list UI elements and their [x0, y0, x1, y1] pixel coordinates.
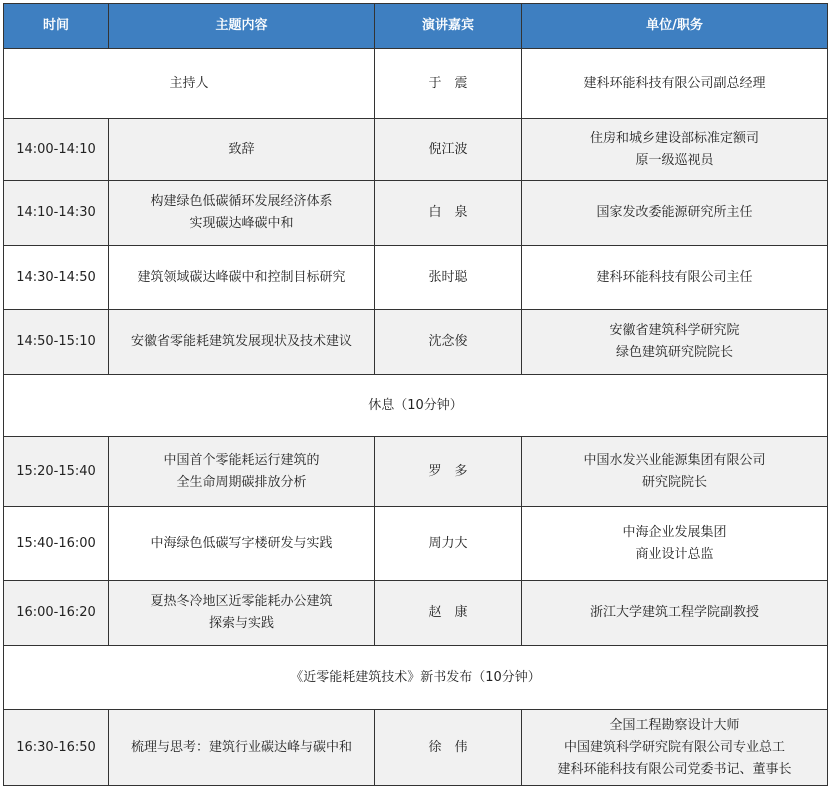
- break-label: 《近零能耗建筑技术》新书发布（10分钟）: [4, 646, 828, 710]
- speaker-cell: 周力大: [375, 507, 522, 581]
- org-line: 国家发改委能源研究所主任: [596, 205, 753, 220]
- topic-line: 致辞: [228, 141, 255, 157]
- topic-cell: [109, 507, 375, 581]
- break-row: [4, 646, 828, 710]
- time-cell: 16:30-16:50: [4, 710, 109, 786]
- topic-cell: [109, 437, 375, 507]
- org-line: 中国建筑科学研究院有限公司专业总工: [563, 739, 785, 755]
- org-cell: [522, 437, 828, 507]
- topic-line: 建筑领域碳达峰碳中和控制目标研究: [137, 269, 346, 285]
- topic-line: 全生命周期碳排放分析: [176, 474, 307, 490]
- time-cell: 16:00-16:20: [4, 581, 109, 646]
- time-cell: 15:20-15:40: [4, 437, 109, 507]
- org-line: 浙江大学建筑工程学院副教授: [589, 605, 759, 620]
- agenda-row: [4, 437, 828, 507]
- time-cell: 14:50-15:10: [4, 310, 109, 375]
- org-cell: [522, 119, 828, 181]
- org-line: 建科环能科技有限公司党委书记、董事长: [557, 761, 792, 777]
- org-cell: [522, 49, 828, 119]
- host-label: 主持人: [4, 49, 375, 119]
- org-cell: [522, 246, 828, 310]
- speaker-cell: 白 泉: [375, 181, 522, 246]
- speaker-cell: 罗 多: [375, 437, 522, 507]
- org-line: 原一级巡视员: [635, 152, 714, 168]
- topic-line: 实现碳达峰碳中和: [189, 216, 294, 231]
- org-line: 住房和城乡建设部标准定额司: [589, 130, 759, 146]
- speaker-cell: 沈念俊: [375, 310, 522, 375]
- topic-cell: [109, 119, 375, 181]
- time-cell: 14:10-14:30: [4, 181, 109, 246]
- topic-line: 中国首个零能耗运行建筑的: [163, 452, 320, 468]
- agenda-row: [4, 310, 828, 375]
- org-cell: [522, 581, 828, 646]
- header-row: [4, 4, 828, 49]
- org-line: 中海企业发展集团: [622, 524, 727, 540]
- topic-line: 构建绿色低碳循环发展经济体系: [150, 194, 333, 209]
- org-line: 全国工程勘察设计大师: [609, 717, 740, 733]
- header-time: 时间: [4, 4, 109, 49]
- time-cell: 14:00-14:10: [4, 119, 109, 181]
- topic-line: 梳理与思考：建筑行业碳达峰与碳中和: [130, 739, 352, 755]
- topic-line: 安徽省零能耗建筑发展现状及技术建议: [130, 334, 352, 349]
- org-line: 建科环能科技有限公司副总经理: [583, 75, 766, 91]
- org-line: 绿色建筑研究院院长: [615, 345, 733, 360]
- agenda-row: [4, 181, 828, 246]
- agenda-row: [4, 246, 828, 310]
- break-row: [4, 375, 828, 437]
- org-line: 安徽省建筑科学研究院: [609, 323, 740, 338]
- break-label: 休息（10分钟）: [4, 375, 828, 437]
- time-cell: 14:30-14:50: [4, 246, 109, 310]
- agenda-row: [4, 581, 828, 646]
- speaker-cell: 赵 康: [375, 581, 522, 646]
- header-speaker: 演讲嘉宾: [375, 4, 522, 49]
- org-cell: [522, 710, 828, 786]
- agenda-table: [3, 3, 828, 786]
- topic-line: 中海绿色低碳写字楼研发与实践: [150, 535, 333, 551]
- org-line: 建科环能科技有限公司主任: [596, 269, 753, 285]
- topic-cell: [109, 181, 375, 246]
- org-line: 商业设计总监: [635, 546, 714, 562]
- header-org: 单位/职务: [522, 4, 828, 49]
- org-cell: [522, 310, 828, 375]
- topic-line: 探索与实践: [208, 616, 274, 631]
- topic-cell: [109, 246, 375, 310]
- speaker-cell: 徐 伟: [375, 710, 522, 786]
- speaker-cell: 于 震: [375, 49, 522, 119]
- agenda-row: [4, 507, 828, 581]
- org-line: 研究院院长: [641, 474, 707, 490]
- topic-line: 夏热冬冷地区近零能耗办公建筑: [150, 594, 333, 609]
- host-row: [4, 49, 828, 119]
- org-cell: [522, 181, 828, 246]
- org-line: 中国水发兴业能源集团有限公司: [583, 452, 766, 468]
- speaker-cell: 张时聪: [375, 246, 522, 310]
- org-cell: [522, 507, 828, 581]
- agenda-row: [4, 119, 828, 181]
- topic-cell: [109, 710, 375, 786]
- speaker-cell: 倪江波: [375, 119, 522, 181]
- header-topic: 主题内容: [109, 4, 375, 49]
- agenda-body: [4, 49, 828, 786]
- topic-cell: [109, 581, 375, 646]
- agenda-row: [4, 710, 828, 786]
- time-cell: 15:40-16:00: [4, 507, 109, 581]
- topic-cell: [109, 310, 375, 375]
